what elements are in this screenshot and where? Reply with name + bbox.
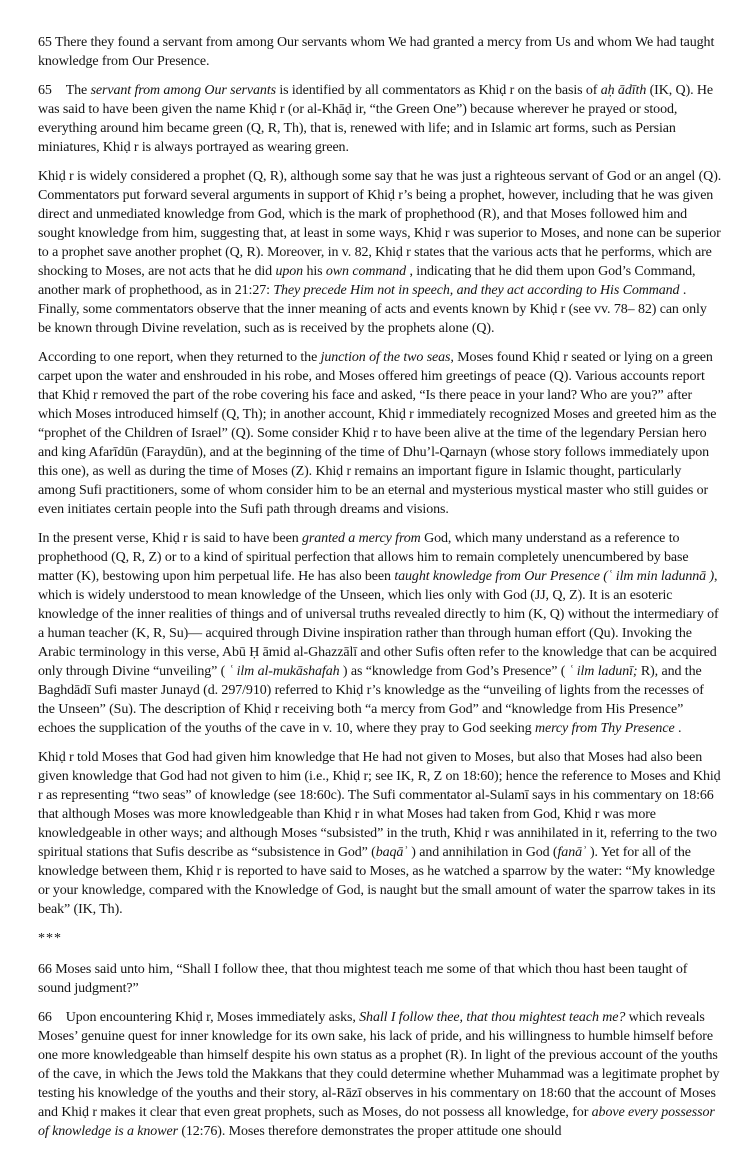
commentary-66-paragraph-1 <box>38 1008 722 1141</box>
italic-text-run: mercy from Thy Presence <box>534 721 675 736</box>
italic-text-run: taught knowledge from Our Presence (ʿ ilm min ladunnā ) <box>394 569 715 584</box>
text-run: which reveals Moses’ genuine quest for inner knowledge for its own sake, his lack of pride, and his willingness to humble himself before one more knowledgeable than himself despite his own status as a prophet (R). In light of the previous account of the youths of the cave, in which the Jews told the Makkans that they could determine whether Muhammad was a legitimate prophet by testing his knowledge of the youths and their story, al-Rāzī observes in his commentary on 18:60 that the account of Moses and Khiḍ r makes it clear that even great prophets, such as Moses, do not possess all knowledge, for <box>38 1010 720 1120</box>
commentary-65-paragraph-4 <box>38 529 722 738</box>
text-run: 66 Upon encountering Khiḍ r, Moses immediately asks, <box>38 1010 360 1025</box>
text-run: 65 The <box>38 83 91 98</box>
document-body <box>38 33 722 1151</box>
italic-text-run: own command <box>325 264 407 279</box>
text-run: According to one report, when they returned to the <box>38 350 321 365</box>
text-run: God, which many understand as a reference to prophethood (Q, R, Z) or to a kind of spiritual perfection that allows him to remain completely unencumbered by base matter (K), bestowing upon him perpetual life. He has also been <box>38 531 689 584</box>
italic-text-run: baqāʾ <box>375 845 408 860</box>
text-run: *** <box>38 931 62 946</box>
italic-text-run: upon <box>275 264 304 279</box>
italic-text-run: fanāʾ <box>557 845 587 860</box>
text-run: R), and the Baghdādī Sufi master Junayd (d. 297/910) referred to Khiḍ r’s knowledge as the “unveiling of lights from the recesses of the Unseen” (Su). The description of Khiḍ r receiving both “a mercy from God” and “knowledge from His Presence” echoes the supplication of the youths of the cave in v. 10, where they pray to God seeking <box>38 664 704 736</box>
italic-text-run: above every possessor of knowledge is a knower <box>38 1105 715 1139</box>
commentary-65-paragraph-2 <box>38 167 722 338</box>
text-run: (IK, Q). He was said to have been given the name Khiḍ r (or al-Khāḍ ir, “the Green One”) because wherever he prayed or stood, everything around him became green (Q, R, Th), that is, renewed with life; and in Islamic art forms, such as Persian miniatures, Khiḍ r is always portrayed as wearing green. <box>38 83 714 155</box>
italic-text-run: ʿ ilm ladunī; <box>568 664 638 679</box>
text-run: In the present verse, Khiḍ r is said to have been <box>38 531 303 546</box>
text-run: Khiḍ r told Moses that God had given him knowledge that He had not given to Moses, but also that Moses had also been given knowledge that God had not given to him (i.e., Khiḍ r; see IK, R, Z on 18:60); hence the reference to Moses and Khiḍ r as representing “two seas” of knowledge (see 18:60c). The Sufi commentator al-Sulamī says in his commentary on 18:66 that although Moses was more knowledgeable than Khiḍ r in what Moses had taken from God, Khiḍ r was more knowledgeable in other ways; and although Moses “subsisted” in the truth, Khiḍ r was annihilated in it, referring to the two spiritual stations that Sufis describe as “subsistence in God” ( <box>38 750 721 860</box>
text-run: . <box>674 721 682 736</box>
section-separator <box>38 929 722 948</box>
text-run: ). Yet for all of the knowledge between them, Khiḍ r is reported to have said to Moses, as he watched a sparrow by the water: “My knowledge or your knowledge, compared with the Knowledge of God, is naught but the small amount of water the sparrow takes in its beak” (IK, Th). <box>38 845 716 917</box>
text-run: , indicating that he did them upon God’s Command, another mark of prophethood, as in 21:27: <box>38 264 696 298</box>
text-run: 66 Moses said unto him, “Shall I follow thee, that thou mightest teach me some of that which thou hast been taught of sound judgment?” <box>38 962 688 996</box>
verse-66-translation <box>38 960 722 998</box>
text-run: Moses found Khiḍ r seated or lying on a green carpet upon the water and enshrouded in his robe, and Moses offered him greetings of peace (Q). Various accounts report that Khiḍ r removed the part of the robe covering his face and asked, “Is there peace in your land? Who are you?” after which Moses introduced himself (Q, Th); in another account, Khiḍ r immediately recognized Moses and greeted him as the “prophet of the Children of Israel” (Q). Some consider Khiḍ r to have been alive at the time of the legendary Persian hero and king Afarīdūn (Faraydūn), and at the beginning of the time of Dhu’l-Qarnayn (whose story follows immediately upon this one), as well as during the time of Moses (Z). Khiḍ r remains an important figure in Islamic thought, particularly among Sufi practitioners, some of whom consider him to be an eternal and mysterious mystical master who still guides or even initiates certain people into the Sufi path through dreams and visions. <box>38 350 717 517</box>
text-run: ) as “knowledge from God’s Presence” ( <box>339 664 569 679</box>
text-run: 65 There they found a servant from among Our servants whom We had granted a mercy from Us and whom We had taught knowledge from Our Presence. <box>38 35 715 69</box>
text-run: ) and annihilation in God ( <box>407 845 558 860</box>
verse-65-translation <box>38 33 722 71</box>
italic-text-run: They precede Him not in speech, and they act according to His Command <box>273 283 680 298</box>
commentary-65-paragraph-5 <box>38 748 722 919</box>
italic-text-run: junction of the two seas, <box>320 350 454 365</box>
italic-text-run: Shall I follow thee, that thou mightest teach me? <box>359 1010 626 1025</box>
italic-text-run: ʿ ilm al-mukāshafah <box>228 664 340 679</box>
italic-text-run: servant from among Our servants <box>90 83 276 98</box>
text-run: . Finally, some commentators observe that the inner meaning of acts and events known by Khiḍ r (see vv. 78– 82) can only be known through Divine revelation, such as is received by the prophets alone (Q). <box>38 283 707 336</box>
commentary-65-paragraph-3 <box>38 348 722 519</box>
text-run: (12:76). Moses therefore demonstrates the proper attitude one should <box>177 1124 562 1139</box>
text-run: , which is widely understood to mean knowledge of the Unseen, which lies only with God (JJ, Q, Z). It is an esoteric knowledge of the inner realities of things and of universal truths revealed directly to him (K, Q) without the intermediary of a human teacher (K, R, Su)— acquired through Divine inspiration rather than through human effort (Qu). Invoking the Arabic terminology in this verse, Abū Ḥ āmid al-Ghazzālī and other Sufis often refer to the knowledge that can be acquired only through Divine “unveiling” ( <box>38 569 719 679</box>
text-run: Khiḍ r is widely considered a prophet (Q, R), although some say that he was just a righteous servant of God or an angel (Q). Commentators put forward several arguments in support of Khiḍ r’s being a prophet, however, including that he was given direct and unmediated knowledge from God, which is the mark of prophethood (R), and that Moses followed him and sought knowledge from him, suggesting that, at least in some ways, Khiḍ r was superior to Moses, and none can be superior to a prophet save another prophet (Q, R). Moreover, in v. 82, Khiḍ r states that the various acts that he performs, which are shocking to Moses, are not acts that he did <box>38 169 722 279</box>
text-run: is identified by all commentators as Khiḍ r on the basis of <box>275 83 601 98</box>
text-run: his <box>303 264 326 279</box>
italic-text-run: aḥ ādīth <box>600 83 647 98</box>
commentary-65-paragraph-1 <box>38 81 722 157</box>
italic-text-run: granted a mercy from <box>302 531 421 546</box>
